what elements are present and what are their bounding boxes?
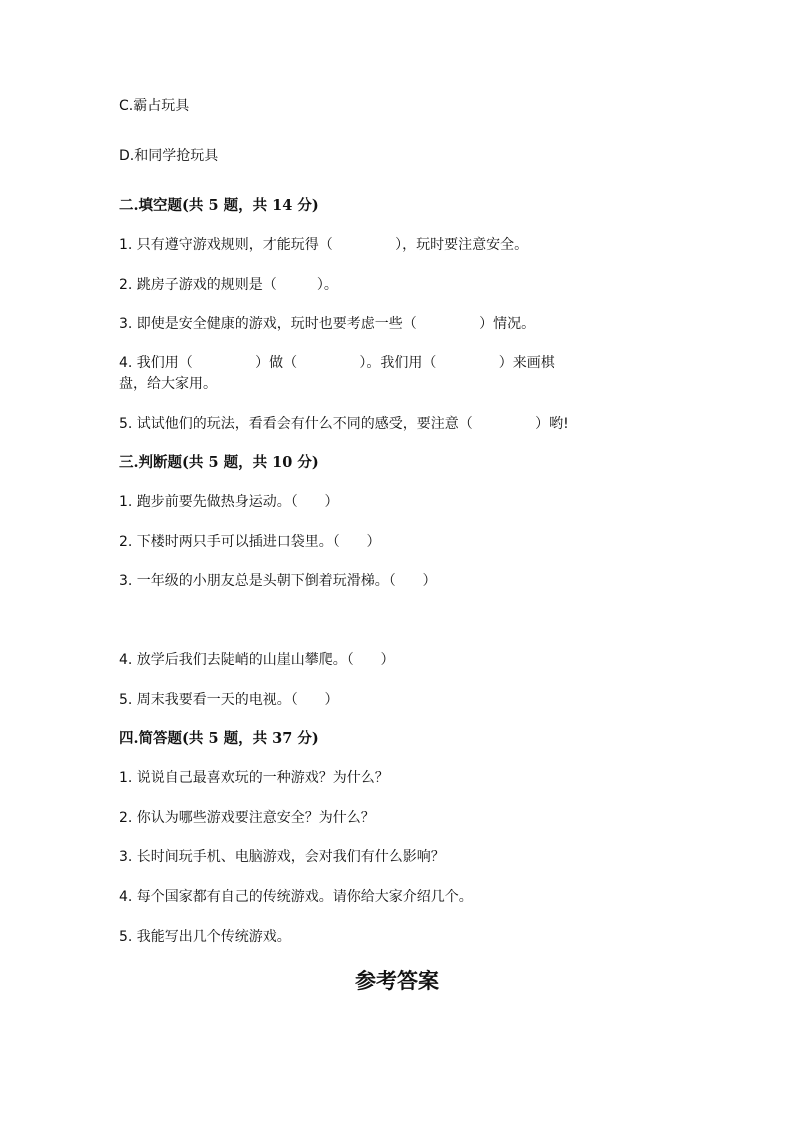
short-answer-question-4: 4. 每个国家都有自己的传统游戏。请你给大家介绍几个。 (119, 889, 473, 905)
option-d: D.和同学抢玩具 (119, 148, 219, 164)
true-false-question-4: 4. 放学后我们去陡峭的山崖山攀爬。（ ） (119, 652, 395, 668)
section-heading-fill-blank: 二.填空题(共 5 题，共 14 分) (119, 197, 319, 214)
fill-blank-question-1: 1. 只有遵守游戏规则，才能玩得（ ），玩时要注意安全。 (119, 237, 529, 253)
short-answer-question-1: 1. 说说自己最喜欢玩的一种游戏？为什么？ (119, 770, 389, 786)
fill-blank-question-2: 2. 跳房子游戏的规则是（ ）。 (119, 277, 338, 293)
section-heading-true-false: 三.判断题(共 5 题，共 10 分) (119, 454, 319, 471)
true-false-question-3: 3. 一年级的小朋友总是头朝下倒着玩滑梯。（ ） (119, 573, 437, 589)
fill-blank-question-4-line-2: 盘，给大家用。 (119, 376, 217, 392)
true-false-question-2: 2. 下楼时两只手可以插进口袋里。（ ） (119, 534, 381, 550)
short-answer-question-2: 2. 你认为哪些游戏要注意安全？为什么？ (119, 810, 375, 826)
fill-blank-question-4-line-1: 4. 我们用（ ）做（ ）。我们用（ ）来画棋 (119, 355, 555, 371)
true-false-question-1: 1. 跑步前要先做热身运动。（ ） (119, 494, 339, 510)
section-heading-short-answer: 四.简答题(共 5 题，共 37 分) (119, 730, 319, 747)
true-false-question-5: 5. 周末我要看一天的电视。（ ） (119, 692, 339, 708)
short-answer-question-3: 3. 长时间玩手机、电脑游戏，会对我们有什么影响？ (119, 849, 445, 865)
option-c: C.霸占玩具 (119, 98, 190, 114)
fill-blank-question-3: 3. 即使是安全健康的游戏，玩时也要考虑一些（ ）情况。 (119, 316, 536, 332)
short-answer-question-5: 5. 我能写出几个传统游戏。 (119, 929, 291, 945)
fill-blank-question-5: 5. 试试他们的玩法，看看会有什么不同的感受，要注意（ ）哟! (119, 416, 569, 432)
answer-key-title: 参考答案 (355, 968, 439, 993)
